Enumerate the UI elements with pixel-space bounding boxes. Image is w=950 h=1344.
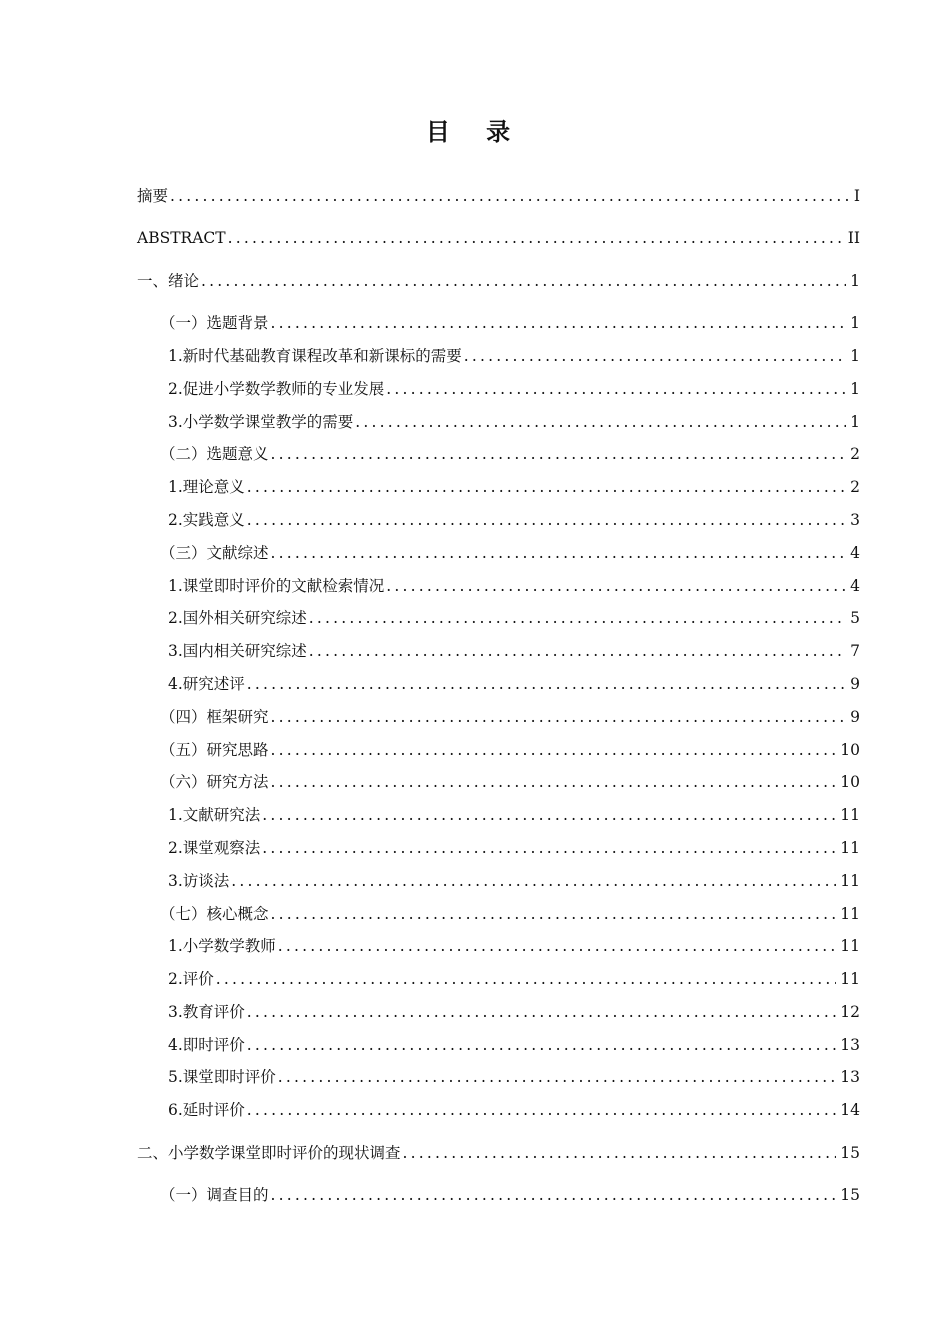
toc-dot-leader — [247, 999, 836, 1025]
toc-entry[interactable] — [0, 507, 860, 533]
toc-entry-label: （三）文献综述 — [160, 544, 269, 562]
toc-entry[interactable] — [0, 1182, 860, 1208]
toc-entry[interactable] — [0, 441, 860, 467]
toc-dot-leader — [228, 225, 844, 251]
toc-dot-leader — [247, 507, 846, 533]
toc-page-number: 11 — [840, 970, 860, 988]
toc-dot-leader — [262, 802, 836, 828]
toc-entry-label: 1.理论意义 — [168, 478, 245, 496]
toc-page-number: 1 — [850, 413, 860, 431]
toc-entry[interactable] — [0, 343, 860, 369]
toc-entry[interactable] — [0, 573, 860, 599]
toc-dot-leader — [355, 409, 846, 435]
toc-page-number: 1 — [850, 347, 860, 365]
toc-entry-label: ABSTRACT — [137, 229, 226, 247]
toc-dot-leader — [201, 268, 846, 294]
toc-dot-leader — [262, 835, 836, 861]
toc-entry-label: 2.评价 — [168, 970, 214, 988]
toc-dot-leader — [247, 671, 846, 697]
toc-page-number: 13 — [840, 1068, 860, 1086]
toc-entry-label: （五）研究思路 — [160, 741, 269, 759]
toc-entry[interactable] — [0, 183, 860, 209]
toc-page-number: 9 — [850, 708, 860, 726]
toc-dot-leader — [386, 376, 846, 402]
toc-entry-label: 1.小学数学教师 — [168, 937, 276, 955]
toc-entry[interactable] — [0, 605, 860, 631]
toc-entry[interactable] — [0, 704, 860, 730]
toc-page-number: 11 — [840, 905, 860, 923]
toc-entry-label: 3.小学数学课堂教学的需要 — [168, 413, 354, 431]
toc-entry[interactable] — [0, 671, 860, 697]
toc-dot-leader — [216, 966, 836, 992]
toc-dot-leader — [271, 769, 837, 795]
toc-entry[interactable] — [0, 999, 860, 1025]
toc-page-number: 4 — [850, 577, 860, 595]
toc-page-number: 15 — [840, 1186, 860, 1204]
toc-entry-label: 二、小学数学课堂即时评价的现状调查 — [137, 1144, 401, 1162]
toc-entry[interactable] — [0, 1032, 860, 1058]
toc-entry[interactable] — [0, 737, 860, 763]
toc-entry-label: 1.新时代基础教育课程改革和新课标的需要 — [168, 347, 462, 365]
toc-entry-label: 6.延时评价 — [168, 1101, 245, 1119]
toc-page-number: 11 — [840, 806, 860, 824]
toc-page-number: 7 — [850, 642, 860, 660]
toc-page-number: 14 — [840, 1101, 860, 1119]
toc-page-number: 10 — [840, 773, 860, 791]
toc-entry-label: 2.国外相关研究综述 — [168, 609, 307, 627]
toc-page-number: 11 — [840, 937, 860, 955]
toc-entry[interactable] — [0, 966, 860, 992]
toc-entry[interactable] — [0, 310, 860, 336]
toc-entry-label: 一、绪论 — [137, 272, 200, 290]
toc-entry[interactable] — [0, 835, 860, 861]
toc-entry[interactable] — [0, 1140, 860, 1166]
toc-entry-label: （一）选题背景 — [160, 314, 269, 332]
toc-dot-leader — [170, 183, 850, 209]
toc-dot-leader — [271, 1182, 837, 1208]
toc-dot-leader — [464, 343, 846, 369]
toc-page-number: 1 — [850, 380, 860, 398]
toc-entry-label: （七）核心概念 — [160, 905, 269, 923]
toc-page-number: 3 — [850, 511, 860, 529]
toc-dot-leader — [271, 441, 847, 467]
page-title: 目 录 — [425, 118, 525, 146]
toc-dot-leader — [247, 1097, 836, 1123]
toc-entry-label: 2.促进小学数学教师的专业发展 — [168, 380, 385, 398]
toc-page-number: 11 — [840, 872, 860, 890]
toc-entry-label: 1.文献研究法 — [168, 806, 261, 824]
toc-entry[interactable] — [0, 1064, 860, 1090]
toc-entry[interactable] — [0, 225, 860, 251]
toc-entry-label: （六）研究方法 — [160, 773, 269, 791]
toc-entry[interactable] — [0, 868, 860, 894]
toc-entry[interactable] — [0, 409, 860, 435]
toc-dot-leader — [278, 1064, 836, 1090]
toc-dot-leader — [247, 1032, 836, 1058]
toc-dot-leader — [271, 310, 847, 336]
toc-entry[interactable] — [0, 769, 860, 795]
toc-dot-leader — [271, 901, 837, 927]
toc-dot-leader — [278, 933, 836, 959]
toc-dot-leader — [309, 605, 846, 631]
toc-dot-leader — [271, 737, 837, 763]
toc-page-number: II — [847, 229, 860, 247]
toc-entry-label: 1.课堂即时评价的文献检索情况 — [168, 577, 385, 595]
toc-entry[interactable] — [0, 540, 860, 566]
toc-entry-label: 3.国内相关研究综述 — [168, 642, 307, 660]
toc-dot-leader — [309, 638, 846, 664]
toc-page-number: 4 — [850, 544, 860, 562]
toc-entry[interactable] — [0, 474, 860, 500]
toc-dot-leader — [231, 868, 836, 894]
toc-dot-leader — [271, 704, 847, 730]
toc-entry[interactable] — [0, 376, 860, 402]
toc-entry[interactable] — [0, 933, 860, 959]
toc-entry-label: （四）框架研究 — [160, 708, 269, 726]
toc-entry-label: 2.课堂观察法 — [168, 839, 261, 857]
toc-entry-label: 2.实践意义 — [168, 511, 245, 529]
toc-dot-leader — [386, 573, 846, 599]
toc-page-number: 2 — [850, 445, 860, 463]
toc-entry-label: 摘要 — [137, 187, 169, 205]
toc-dot-leader — [247, 474, 846, 500]
toc-entry[interactable] — [0, 802, 860, 828]
toc-entry-label: 4.研究述评 — [168, 675, 245, 693]
toc-page-number: 1 — [850, 272, 860, 290]
toc-dot-leader — [403, 1140, 837, 1166]
toc-page-number: 13 — [840, 1036, 860, 1054]
toc-entry[interactable] — [0, 638, 860, 664]
toc-entry[interactable] — [0, 901, 860, 927]
toc-page-number: 10 — [840, 741, 860, 759]
toc-entry[interactable] — [0, 1097, 860, 1123]
toc-page-number: 5 — [850, 609, 860, 627]
toc-page-number: 15 — [840, 1144, 860, 1162]
toc-page-number: 12 — [840, 1003, 860, 1021]
toc-entry-label: （二）选题意义 — [160, 445, 269, 463]
toc-entry-label: 3.访谈法 — [168, 872, 230, 890]
toc-page-number: I — [853, 187, 860, 205]
toc-entry[interactable] — [0, 268, 860, 294]
toc-dot-leader — [271, 540, 847, 566]
toc-entry-label: 3.教育评价 — [168, 1003, 245, 1021]
toc-entry-label: （一）调查目的 — [160, 1186, 269, 1204]
toc-entry-label: 4.即时评价 — [168, 1036, 245, 1054]
toc-page-number: 11 — [840, 839, 860, 857]
toc-page-number: 2 — [850, 478, 860, 496]
toc-page-number: 9 — [850, 675, 860, 693]
toc-entry-label: 5.课堂即时评价 — [168, 1068, 276, 1086]
toc-page-number: 1 — [850, 314, 860, 332]
